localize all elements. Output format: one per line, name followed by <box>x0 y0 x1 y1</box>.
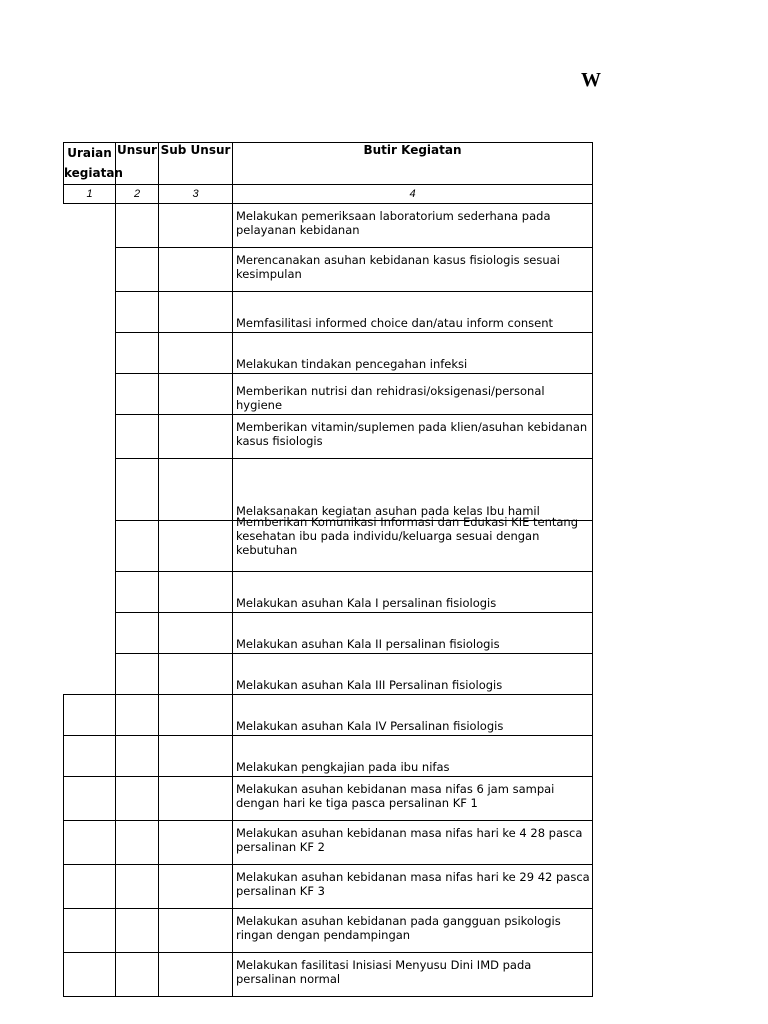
unsur-cell <box>116 415 159 459</box>
sub-unsur-cell <box>159 909 233 953</box>
table-row <box>64 292 593 333</box>
unsur-cell <box>116 865 159 909</box>
column-number: 3 <box>159 185 233 204</box>
butir-kegiatan-cell: Melakukan asuhan kebidanan masa nifas hari ke 29 42 pasca persalinan KF 3 <box>233 865 593 909</box>
sub-unsur-cell <box>159 521 233 572</box>
header-sub-unsur: Sub Unsur <box>159 143 233 185</box>
sub-unsur-cell <box>159 865 233 909</box>
table-row <box>64 415 593 459</box>
sub-unsur-cell <box>159 204 233 248</box>
sub-unsur-cell <box>159 333 233 374</box>
unsur-cell <box>116 459 159 521</box>
table-row <box>64 248 593 292</box>
sub-unsur-cell <box>159 248 233 292</box>
sub-unsur-cell <box>159 613 233 654</box>
table-row <box>64 736 593 777</box>
uraian-cell <box>64 736 116 777</box>
table-row <box>64 521 593 572</box>
table-row <box>64 909 593 953</box>
butir-kegiatan-cell: Memberikan nutrisi dan rehidrasi/oksigenasi/personal hygiene <box>233 374 593 415</box>
table-row <box>64 777 593 821</box>
unsur-cell <box>116 572 159 613</box>
table-row <box>64 821 593 865</box>
unsur-cell <box>116 374 159 415</box>
table-row <box>64 613 593 654</box>
table-row <box>64 865 593 909</box>
activity-table <box>63 142 593 997</box>
uraian-cell <box>64 821 116 865</box>
unsur-cell <box>116 613 159 654</box>
unsur-cell <box>116 909 159 953</box>
butir-kegiatan-cell: Melakukan asuhan Kala III Persalinan fisiologis <box>233 654 593 695</box>
header-unsur: Unsur <box>116 143 159 185</box>
table-row <box>64 459 593 521</box>
uraian-cell <box>64 777 116 821</box>
unsur-cell <box>116 821 159 865</box>
table-row <box>64 333 593 374</box>
header-glyph: W <box>581 69 601 91</box>
butir-kegiatan-cell: Melakukan asuhan Kala IV Persalinan fisiologis <box>233 695 593 736</box>
unsur-cell <box>116 654 159 695</box>
uraian-cell <box>64 204 116 695</box>
sub-unsur-cell <box>159 415 233 459</box>
column-number: 2 <box>116 185 159 204</box>
uraian-cell <box>64 695 116 736</box>
table-header-row <box>64 143 593 185</box>
butir-kegiatan-cell: Memberikan vitamin/suplemen pada klien/asuhan kebidanan kasus fisiologis <box>233 415 593 459</box>
butir-kegiatan-text: Memberikan Komunikasi Informasi dan Edukasi KIE tentang kesehatan ibu pada individu/keluarga sesuai dengan kebutuhan <box>236 515 579 557</box>
sub-unsur-cell <box>159 695 233 736</box>
sub-unsur-cell <box>159 953 233 997</box>
table-row <box>64 572 593 613</box>
column-number: 4 <box>233 185 593 204</box>
butir-kegiatan-cell: Melakukan asuhan kebidanan masa nifas 6 jam sampai dengan hari ke tiga pasca persalinan KF 1 <box>233 777 593 821</box>
sub-unsur-cell <box>159 821 233 865</box>
column-number: 1 <box>64 185 116 204</box>
sub-unsur-cell <box>159 736 233 777</box>
sub-unsur-cell <box>159 459 233 521</box>
butir-kegiatan-cell: Melakukan tindakan pencegahan infeksi <box>233 333 593 374</box>
unsur-cell <box>116 292 159 333</box>
unsur-cell <box>116 333 159 374</box>
unsur-cell <box>116 248 159 292</box>
butir-kegiatan-cell: Melakukan pemeriksaan laboratorium sederhana pada pelayanan kebidanan <box>233 204 593 248</box>
butir-kegiatan-cell: Merencanakan asuhan kebidanan kasus fisiologis sesuai kesimpulan <box>233 248 593 292</box>
table-row <box>64 654 593 695</box>
butir-kegiatan-cell: Memfasilitasi informed choice dan/atau inform consent <box>233 292 593 333</box>
butir-kegiatan-cell <box>233 515 593 572</box>
table-row <box>64 953 593 997</box>
sub-unsur-cell <box>159 374 233 415</box>
butir-kegiatan-cell: Melakukan asuhan Kala I persalinan fisiologis <box>233 572 593 613</box>
column-number-row <box>64 185 593 204</box>
table-row <box>64 374 593 415</box>
unsur-cell <box>116 953 159 997</box>
uraian-cell <box>64 909 116 953</box>
table-row <box>64 695 593 736</box>
header-uraian-kegiatan: Uraian kegiatan <box>64 143 116 185</box>
sub-unsur-cell <box>159 654 233 695</box>
butir-kegiatan-cell: Melakukan fasilitasi Inisiasi Menyusu Dini IMD pada persalinan normal <box>233 953 593 997</box>
unsur-cell <box>116 695 159 736</box>
butir-kegiatan-cell: Melakukan asuhan kebidanan masa nifas hari ke 4 28 pasca persalinan KF 2 <box>233 821 593 865</box>
header-butir-kegiatan: Butir Kegiatan <box>233 143 593 185</box>
sub-unsur-cell <box>159 777 233 821</box>
unsur-cell <box>116 204 159 248</box>
butir-kegiatan-cell: Melakukan pengkajian pada ibu nifas <box>233 736 593 777</box>
uraian-cell <box>64 953 116 997</box>
unsur-cell <box>116 521 159 572</box>
unsur-cell <box>116 777 159 821</box>
unsur-cell <box>116 736 159 777</box>
sub-unsur-cell <box>159 572 233 613</box>
butir-kegiatan-cell: Melakukan asuhan Kala II persalinan fisiologis <box>233 613 593 654</box>
uraian-cell <box>64 865 116 909</box>
table-row <box>64 204 593 248</box>
butir-kegiatan-cell: Melakukan asuhan kebidanan pada gangguan psikologis ringan dengan pendampingan <box>233 909 593 953</box>
butir-kegiatan-cell: Melaksanakan kegiatan asuhan pada kelas Ibu hamil <box>233 459 593 521</box>
sub-unsur-cell <box>159 292 233 333</box>
